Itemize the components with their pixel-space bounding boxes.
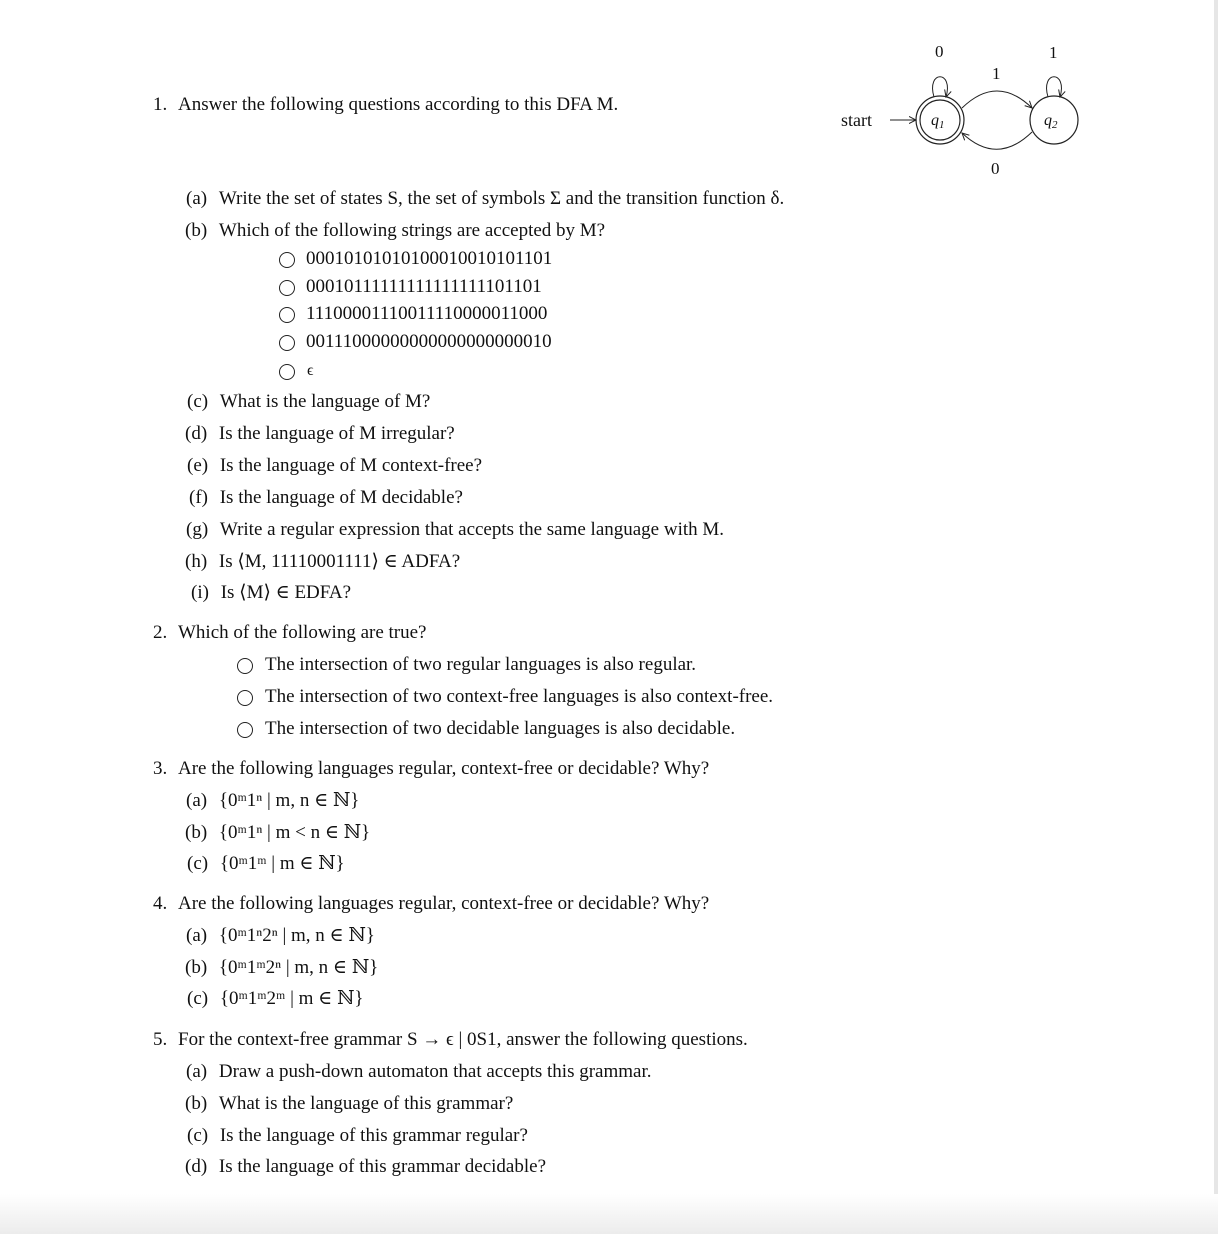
page-edge (1214, 0, 1218, 1234)
part-text: {0ᵐ1ⁿ | m, n ∈ ℕ} (218, 790, 360, 811)
part-text: Which of the following strings are accepted by M? (218, 220, 606, 241)
part-text: Is the language of M irregular? (218, 423, 455, 444)
part-text: Write a regular expression that accepts the same language with M. (219, 519, 725, 540)
loop-q2-symbol: 1 (1049, 43, 1058, 62)
option-radio[interactable] (279, 307, 295, 323)
option-radio[interactable] (237, 722, 253, 738)
q1-part-g (186, 519, 724, 541)
part-label: (b) (185, 220, 208, 241)
question-3 (153, 758, 709, 780)
option-label: ϵ (307, 362, 314, 379)
part-label: (g) (186, 519, 209, 540)
part-text: What is the language of M? (219, 391, 431, 412)
option-label: The intersection of two decidable languages is also decidable. (265, 718, 736, 739)
q1-part-a (186, 188, 784, 210)
part-label: (c) (187, 853, 209, 874)
part-text: {0ᵐ1ⁿ | m < n ∈ ℕ} (218, 822, 371, 843)
question-text: Answer the following questions according to this DFA M. (178, 94, 619, 115)
q1-part-e (187, 455, 482, 477)
question-number: 2. (153, 622, 168, 643)
option-radio[interactable] (237, 658, 253, 674)
option-label: 00111000000000000000000010 (306, 331, 552, 352)
q4-part-a (186, 925, 375, 947)
part-text: {0ᵐ1ᵐ2ᵐ | m ∈ ℕ} (219, 988, 364, 1009)
state-q1-label: q1 (931, 112, 945, 131)
part-label: (c) (187, 988, 209, 1009)
part-text: Write the set of states S, the set of symbols Σ and the transition function δ. (218, 188, 785, 209)
question-1 (153, 94, 618, 116)
q5-part-b (185, 1093, 513, 1115)
question-text: For the context-free grammar S → ϵ | 0S1, answer the following questions. (178, 1029, 748, 1050)
part-label: (a) (186, 925, 208, 946)
part-text: What is the language of this grammar? (218, 1093, 514, 1114)
q1-part-i (191, 582, 351, 604)
q4-part-c (187, 988, 363, 1010)
q4-part-b (185, 957, 378, 979)
q1-part-h (185, 551, 460, 573)
part-text: Draw a push-down automaton that accepts this grammar. (218, 1061, 652, 1082)
q3-part-a (186, 790, 359, 812)
option-label: The intersection of two regular languages is also regular. (265, 654, 697, 675)
loop-q1 (933, 77, 948, 97)
option-radio[interactable] (279, 252, 295, 268)
q1-part-f (189, 487, 463, 509)
part-label: (e) (187, 455, 209, 476)
part-label: (c) (187, 391, 209, 412)
part-text: Is the language of this grammar regular? (219, 1125, 528, 1146)
edge-q2-q1-symbol: 0 (991, 159, 1000, 178)
option-radio[interactable] (279, 280, 295, 296)
part-text: Is the language of this grammar decidable? (218, 1156, 546, 1177)
q5-part-a (186, 1061, 652, 1083)
option-label: 00010111111111111111101101 (306, 276, 542, 297)
question-number: 4. (153, 893, 168, 914)
page-bottom-shadow (0, 1194, 1218, 1234)
q5-part-c (187, 1125, 528, 1147)
part-label: (a) (186, 1061, 208, 1082)
option-radio[interactable] (237, 690, 253, 706)
question-text: Which of the following are true? (178, 622, 427, 643)
part-label: (h) (185, 551, 208, 572)
q5-part-d (185, 1156, 546, 1178)
edge-q1-q2-symbol: 1 (992, 64, 1001, 83)
part-label: (a) (186, 188, 208, 209)
part-text: {0ᵐ1ⁿ2ⁿ | m, n ∈ ℕ} (218, 925, 375, 946)
question-number: 5. (153, 1029, 168, 1050)
option-label: 11100001110011110000011000 (306, 303, 548, 324)
question-5 (153, 1029, 748, 1051)
q1-part-d (185, 423, 455, 445)
part-label: (d) (185, 1156, 208, 1177)
option-radio[interactable] (279, 364, 295, 380)
q1-part-c (187, 391, 430, 413)
question-text: Are the following languages regular, context-free or decidable? Why? (178, 758, 710, 779)
question-number: 1. (153, 94, 168, 115)
part-text: Is the language of M context-free? (219, 455, 483, 476)
q3-part-c (187, 853, 345, 875)
edge-q2-q1 (962, 132, 1032, 149)
part-label: (b) (185, 822, 208, 843)
option-label: The intersection of two context-free languages is also context-free. (265, 686, 774, 707)
part-text: Is ⟨M⟩ ∈ EDFA? (220, 582, 352, 603)
part-label: (f) (189, 487, 208, 508)
part-label: (c) (187, 1125, 209, 1146)
question-4 (153, 893, 709, 915)
loop-q1-symbol: 0 (935, 42, 944, 61)
q1-part-b (185, 220, 605, 242)
part-text: {0ᵐ1ᵐ2ⁿ | m, n ∈ ℕ} (218, 957, 379, 978)
edge-q1-q2 (962, 91, 1032, 108)
part-label: (i) (191, 582, 209, 603)
start-label: start (841, 110, 872, 130)
question-text: Are the following languages regular, context-free or decidable? Why? (178, 893, 710, 914)
q3-part-b (185, 822, 370, 844)
question-number: 3. (153, 758, 168, 779)
part-text: Is ⟨M, 11110001111⟩ ∈ ADFA? (218, 551, 461, 572)
part-text: {0ᵐ1ᵐ | m ∈ ℕ} (219, 853, 345, 874)
part-label: (b) (185, 957, 208, 978)
part-text: Is the language of M decidable? (219, 487, 463, 508)
option-radio[interactable] (279, 335, 295, 351)
part-label: (b) (185, 1093, 208, 1114)
loop-q2 (1047, 77, 1062, 97)
dfa-diagram (830, 30, 1090, 190)
part-label: (d) (185, 423, 208, 444)
part-label: (a) (186, 790, 208, 811)
option-label: 00010101010100010010101101 (306, 248, 553, 269)
state-q2-label: q2 (1044, 112, 1058, 131)
question-2 (153, 622, 426, 644)
